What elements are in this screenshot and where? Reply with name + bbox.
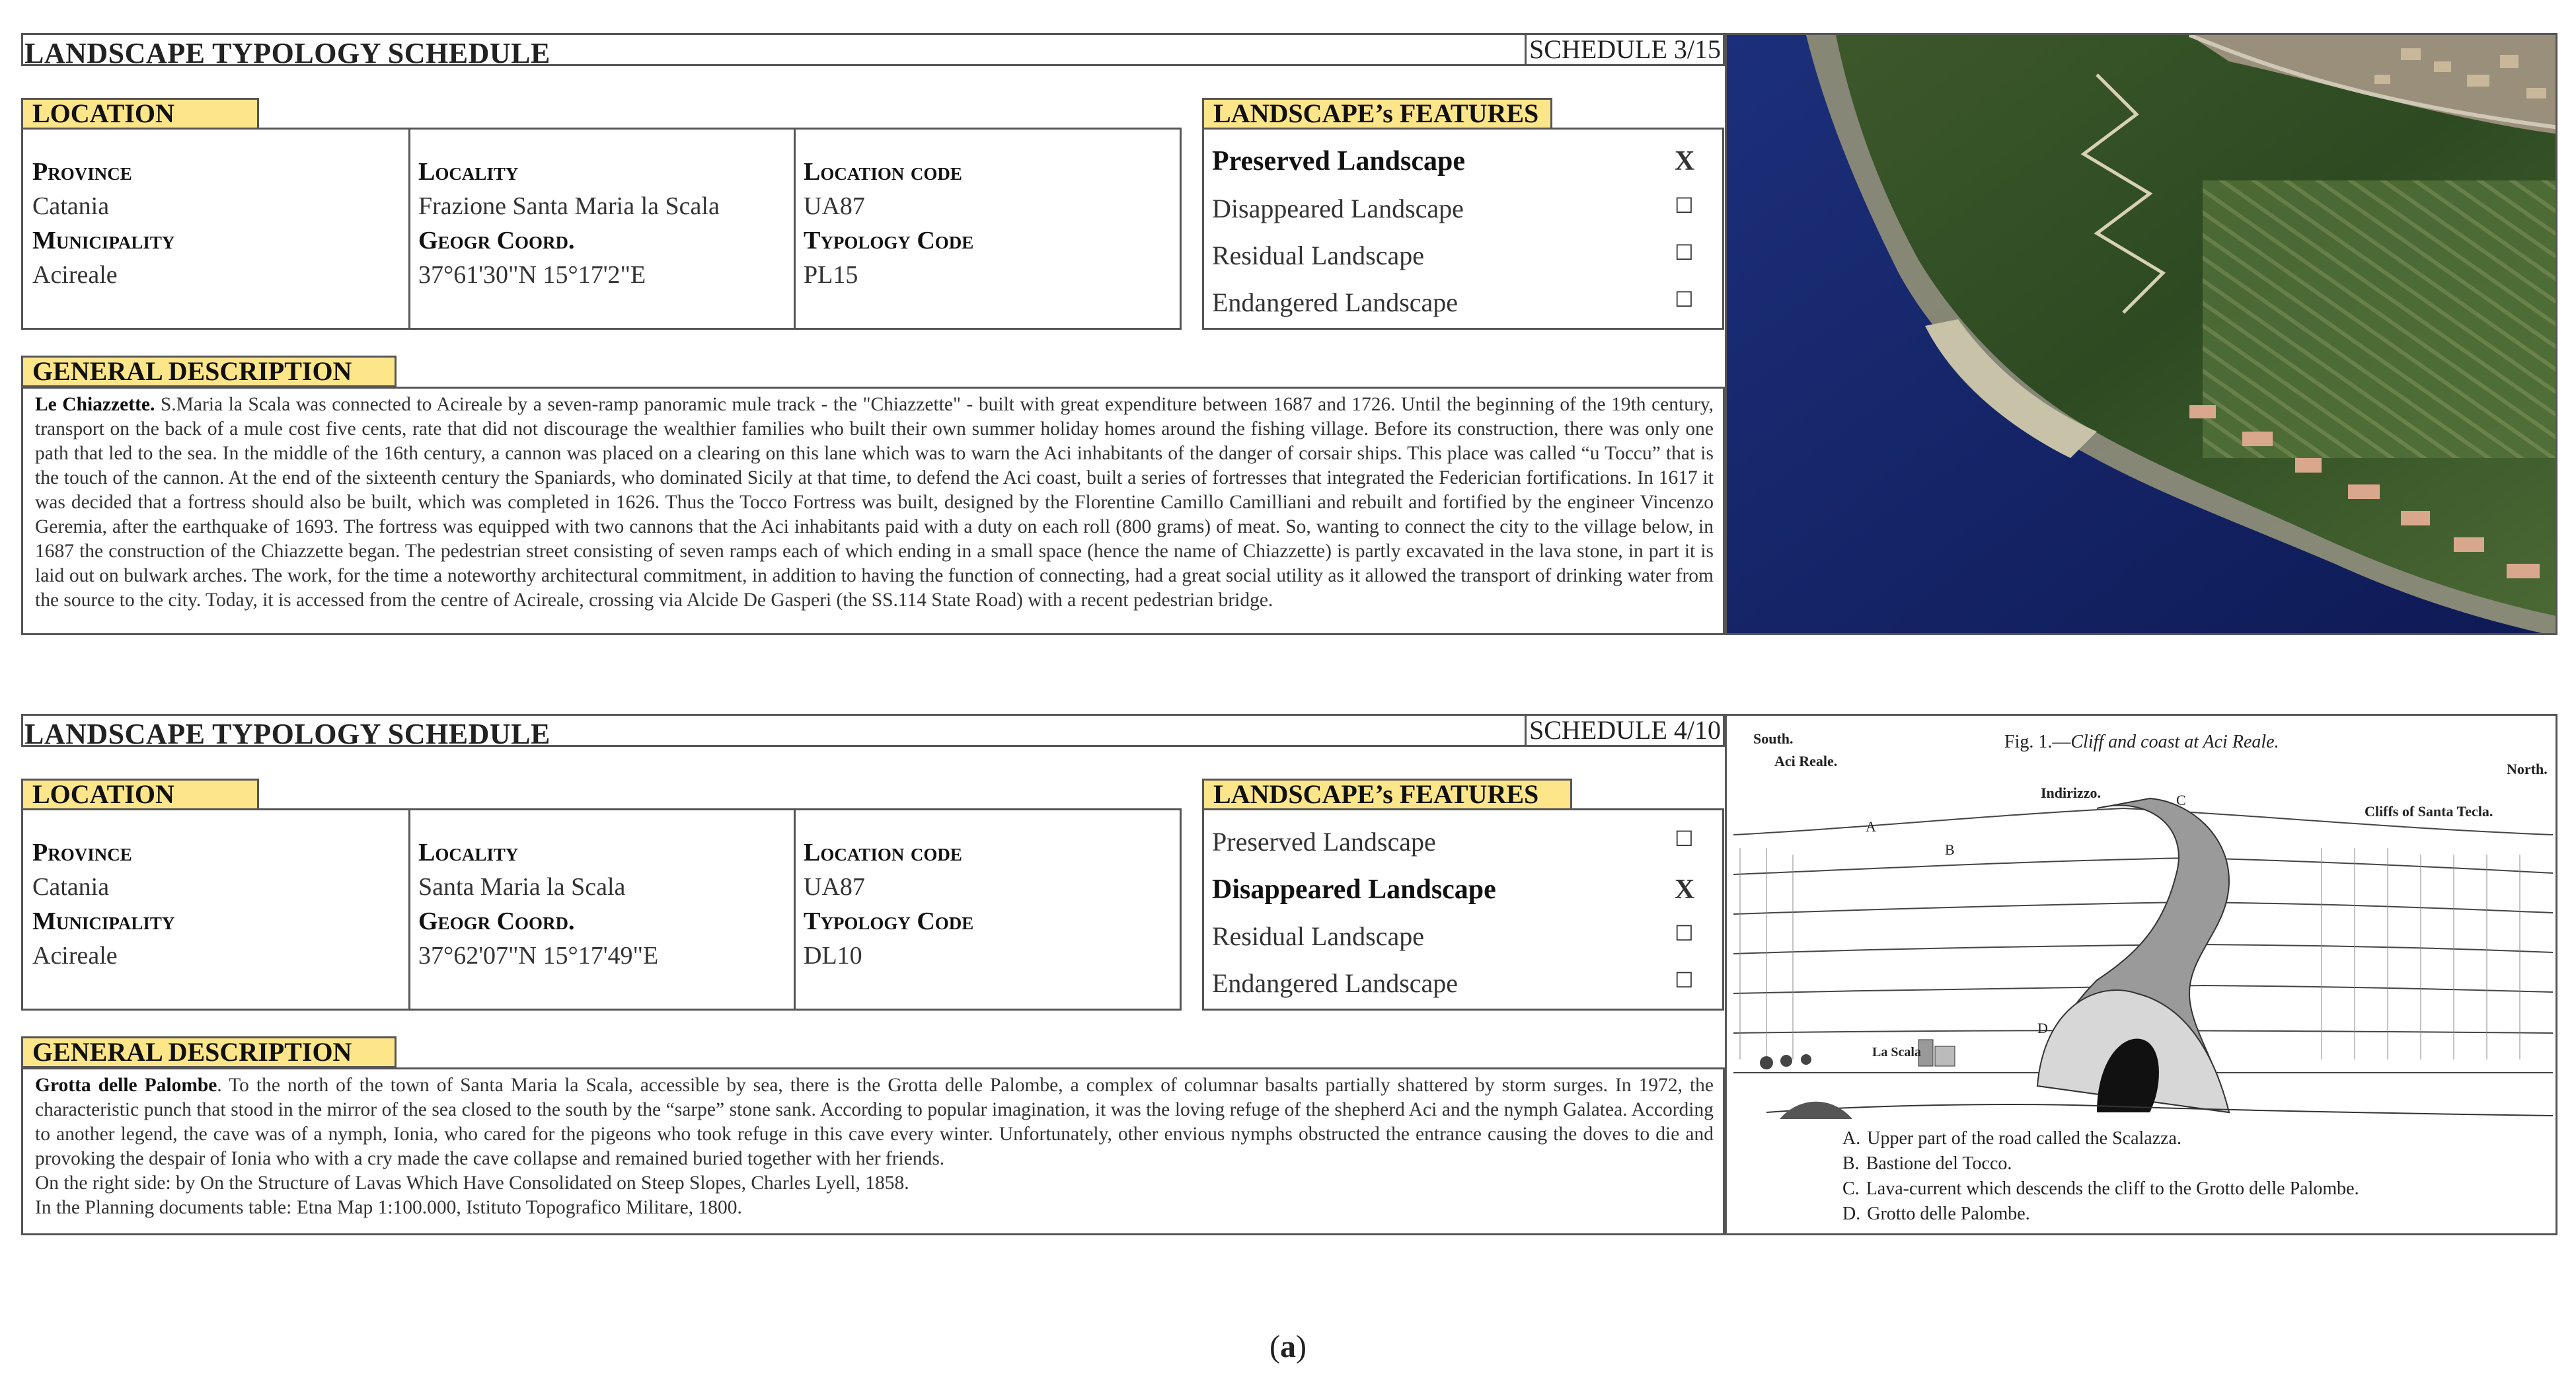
description-heading: GENERAL DESCRIPTION xyxy=(21,356,397,387)
description-paragraph xyxy=(35,1073,1714,1171)
schedule-title-bar xyxy=(21,33,1725,69)
feature-checkbox: X xyxy=(1675,874,1695,905)
aerial-photo xyxy=(1725,33,2557,635)
feature-label: Preserved Landscape xyxy=(1212,827,1436,857)
location-col-codes xyxy=(794,810,1182,1009)
label-north: North. xyxy=(2507,761,2548,777)
province-label: Province xyxy=(32,158,132,186)
coord-label: Geogr Coord. xyxy=(418,907,575,935)
caption-letter: a xyxy=(1280,1329,1296,1364)
legend-text: Grotto delle Palombe. xyxy=(1867,1204,2030,1224)
municipality-value: Acireale xyxy=(32,942,118,970)
figure-title: Fig. 1.— xyxy=(2004,732,2071,752)
features-box xyxy=(1202,128,1724,330)
location-col-codes xyxy=(794,130,1182,328)
location-col-locality xyxy=(408,810,796,1009)
description-lead: Le Chiazzette. xyxy=(35,394,155,415)
feature-label: Endangered Landscape xyxy=(1212,288,1458,317)
label-cliffs: Cliffs of Santa Tecla. xyxy=(2365,803,2493,820)
feature-label: Disappeared Landscape xyxy=(1212,194,1464,223)
feature-checkbox: ☐ xyxy=(1675,921,1694,945)
typology-code-value: DL10 xyxy=(804,942,862,970)
feature-checkbox: ☐ xyxy=(1675,968,1694,992)
label-b: B xyxy=(1945,841,1955,858)
location-heading: LOCATION xyxy=(21,98,259,130)
coord-label: Geogr Coord. xyxy=(418,227,575,254)
schedule-number: SCHEDULE 4/10 xyxy=(1525,716,1723,745)
engraving-figure xyxy=(1725,714,2557,1235)
location-code-label: Location code xyxy=(804,158,962,186)
locality-value: Frazione Santa Maria la Scala xyxy=(418,192,720,220)
aerial-photo-icon xyxy=(1727,35,2557,635)
label-indirizzo: Indirizzo. xyxy=(2041,785,2102,801)
features-heading: LANDSCAPE’s FEATURES xyxy=(1202,98,1552,130)
feature-checkbox: ☐ xyxy=(1675,827,1694,851)
typology-code-label: Typology Code xyxy=(804,227,974,254)
legend-text: Upper part of the road called the Scalazza. xyxy=(1867,1128,2181,1149)
description-box xyxy=(21,387,1725,635)
location-code-value: UA87 xyxy=(804,873,865,901)
description-heading: GENERAL DESCRIPTION xyxy=(21,1036,397,1068)
feature-row xyxy=(1212,921,1722,960)
typology-code-value: PL15 xyxy=(804,261,858,289)
feature-label: Preserved Landscape xyxy=(1212,146,1466,176)
description-text: . To the north of the town of Santa Maria la Scala, accessible by sea, there is the Grotta delle Palombe, a complex of columnar basalts partially shattered by storm surges. In 1972, the characteristic punch that stood in the mirror of the sea closed to the south by the “sarpe” stone sank. According to popular imagination, it was the loving refuge of the shepherd Aci and the nymph Galatea. According to another legend, the cave was of a nymph, Ionia, who cared for the pigeons who took refuge in this cave every winter. Unfortunately, other envious nymphs obstructed the entrance causing the doves to die and provoking the despair of Ionia who with a cry made the cave collapse and remained buried together with her friends. xyxy=(35,1075,1714,1169)
figure-title-italic: Cliff and coast at Aci Reale. xyxy=(2070,732,2279,752)
feature-row xyxy=(1212,193,1722,233)
description-lead: Grotta delle Palombe xyxy=(35,1075,217,1096)
svg-text:Fig. 1.—Cliff and coast at Aci xyxy=(2004,732,2279,752)
province-label: Province xyxy=(32,839,132,866)
feature-row xyxy=(1212,968,1722,1007)
typology-code-label: Typology Code xyxy=(804,907,974,935)
schedule-title: LANDSCAPE TYPOLOGY SCHEDULE xyxy=(24,37,550,69)
legend-key: C. xyxy=(1842,1178,1860,1199)
location-col-locality xyxy=(408,130,796,328)
description-planning-line: In the Planning documents table: Etna Map 1:100.000, Istituto Topografico Militare, 1800. xyxy=(35,1197,742,1218)
municipality-label: Municipality xyxy=(32,227,175,254)
location-code-label: Location code xyxy=(804,839,962,866)
label-a: A xyxy=(1866,818,1876,835)
municipality-label: Municipality xyxy=(32,907,175,935)
location-box xyxy=(21,128,1182,330)
schedule-3 xyxy=(21,33,2557,635)
feature-checkbox: ☐ xyxy=(1675,241,1694,264)
feature-checkbox: ☐ xyxy=(1675,288,1694,311)
locality-label: Locality xyxy=(418,158,519,186)
svg-text:B.Bastione del Tocco. xyxy=(1842,1153,2012,1174)
locality-label: Locality xyxy=(418,839,519,866)
features-heading: LANDSCAPE’s FEATURES xyxy=(1202,779,1572,810)
feature-row xyxy=(1212,874,1722,913)
description-box xyxy=(21,1067,1725,1235)
svg-text:C.Lava-current which descends xyxy=(1842,1178,2359,1199)
feature-label: Disappeared Landscape xyxy=(1212,874,1496,905)
figure-caption: (a) xyxy=(1269,1329,1307,1364)
coord-value: 37°61'30"N 15°17'2"E xyxy=(418,261,646,289)
feature-label: Residual Landscape xyxy=(1212,241,1424,270)
feature-label: Residual Landscape xyxy=(1212,921,1424,951)
location-col-province xyxy=(23,810,408,1009)
location-heading: LOCATION xyxy=(21,779,259,810)
legend-text: Bastione del Tocco. xyxy=(1866,1153,2012,1174)
label-aci-reale: Aci Reale. xyxy=(1774,753,1838,769)
features-box xyxy=(1202,808,1724,1011)
label-south: South. xyxy=(1753,730,1794,747)
label-c: C xyxy=(2176,792,2186,808)
label-la-scala: La Scala xyxy=(1872,1045,1921,1059)
svg-text:A.Upper part of the road calle xyxy=(1842,1128,2181,1149)
location-col-province xyxy=(23,130,408,328)
description-source-line: On the right side: by On the Structure of Lavas Which Have Consolidated on Steep Slopes, Charles Lyell, 1858. xyxy=(35,1173,909,1194)
schedule-4 xyxy=(21,714,2557,1235)
svg-text:D.Grotto delle Palombe. xyxy=(1842,1204,2030,1224)
location-box xyxy=(21,808,1182,1011)
feature-checkbox: X xyxy=(1675,146,1695,176)
locality-value: Santa Maria la Scala xyxy=(418,873,626,901)
feature-checkbox: ☐ xyxy=(1675,194,1694,217)
schedule-number: SCHEDULE 3/15 xyxy=(1525,35,1723,64)
label-d: D xyxy=(2037,1020,2048,1036)
schedule-title: LANDSCAPE TYPOLOGY SCHEDULE xyxy=(24,718,550,750)
feature-row xyxy=(1212,240,1722,280)
legend-key: B. xyxy=(1842,1153,1860,1174)
province-value: Catania xyxy=(32,873,110,901)
engraving-illustration xyxy=(1727,716,2557,1235)
coord-value: 37°62'07"N 15°17'49"E xyxy=(418,942,659,970)
location-code-value: UA87 xyxy=(804,192,865,220)
feature-row xyxy=(1212,826,1722,866)
schedule-title-bar xyxy=(21,714,1725,750)
description-text: S.Maria la Scala was connected to Acireale by a seven-ramp panoramic mule track - the "Chiazzette" - built with great expenditure between 1687 and 1726. Until the beginning of the 19th century, transport on the back of a mule cost five cents, rate that did not discourage the wealthier families who built their own summer holiday homes around the fishing village. Before its construction, there was only one path that led to the sea. In the middle of the 16th century, a cannon was placed on a clearing on this lane which was to warn the Aci inhabitants of the danger of corsair ships. This place was called “u Toccu” that is the touch of the cannon. At the end of the sixteenth century the Spaniards, who dominated Sicily at that time, to defend the Aci coast, built a series of fortresses that integrated the Federician fortifications. In 1617 it was decided that a fortress should also be built, which was completed in 1626. Thus the Tocco Fortress was built, designed by the Florentine Camillo Camilliani and rebuilt and fortified by the engineer Vincenzo Geremia, after the earthquake of 1693. The fortress was equipped with two cannons that the Aci inhabitants paid with a duty on each roll (800 grams) of meat. So, wanting to connect the city to the village below, in 1687 the construction of the Chiazzette began. The pedestrian street consisting of seven ramps each of which ending in a small space (hence the name of Chiazzette) is partly excavated in the lava stone, in part it is laid out on bulwark arches. The work, for the time a noteworthy architectural commitment, in addition to having the function of connecting, had a great social utility as it allowed the transport of drinking water from the source to the city. Today, it is accessed from the centre of Acireale, crossing via Alcide De Gasperi (the SS.114 State Road) with a recent pedestrian bridge. xyxy=(35,394,1714,611)
province-value: Catania xyxy=(32,192,110,220)
legend-text: Lava-current which descends the cliff to the Grotto delle Palombe. xyxy=(1866,1178,2359,1199)
municipality-value: Acireale xyxy=(32,261,118,289)
legend-key: D. xyxy=(1842,1204,1861,1224)
description-paragraph xyxy=(35,393,1714,613)
legend-key: A. xyxy=(1842,1128,1861,1149)
feature-row xyxy=(1212,287,1722,327)
feature-label: Endangered Landscape xyxy=(1212,968,1458,998)
feature-row xyxy=(1212,145,1722,185)
